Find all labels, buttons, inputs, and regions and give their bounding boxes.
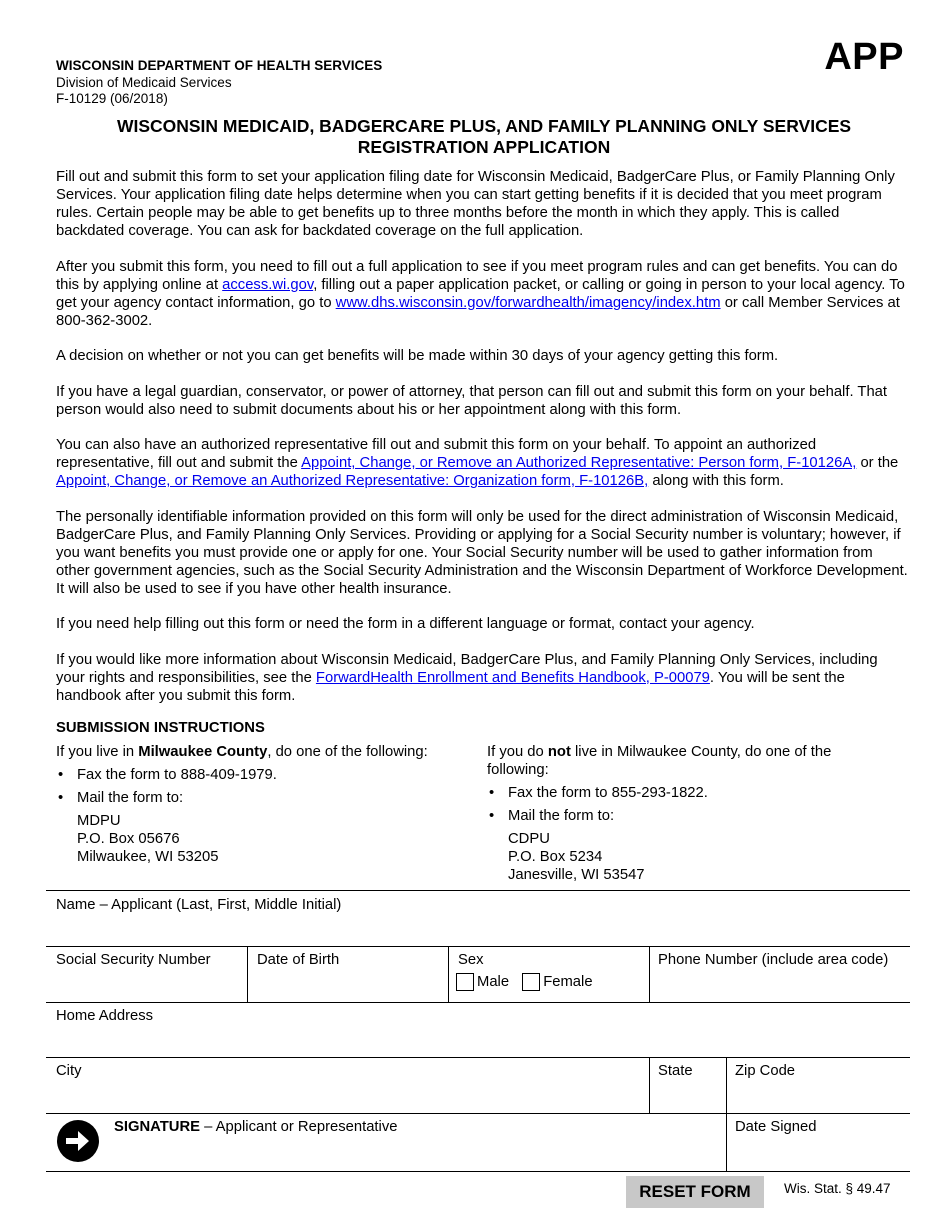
text-span: If you would like more information about Wisconsin Medicaid, BadgerCare Plus, and Family Planning Only Services, including your rights and responsibilities, see the	[56, 651, 878, 686]
dob-input[interactable]	[257, 976, 447, 1000]
zip-label: Zip Code	[735, 1063, 796, 1079]
text-span: After you submit this form, you need to fill out a full application to see if you meet program rules and can get benefits. You can do this by applying online at	[56, 258, 898, 293]
address-line: P.O. Box 05676	[77, 831, 180, 847]
text-span: , filling out a paper application packet, or calling or going in person to your local agency. To get your agency contact information, go to	[56, 276, 905, 311]
signature-rest: – Applicant or Representative	[200, 1119, 398, 1135]
state-input[interactable]	[658, 1087, 726, 1111]
cell-divider	[649, 946, 650, 1002]
non-milwaukee-fax: • Fax the form to 855-293-1822.	[487, 784, 887, 802]
ssn-input[interactable]	[56, 976, 246, 1000]
form-divider	[46, 1171, 910, 1172]
paragraph-authorized-rep	[56, 436, 908, 490]
submission-heading: SUBMISSION INSTRUCTIONS	[56, 720, 265, 736]
signature-label	[114, 1119, 397, 1135]
form-divider	[46, 1057, 910, 1058]
paragraph-filing-date: Fill out and submit this form to set your application filing date for Wisconsin Medicaid, BadgerCare Plus, or Family Planning Only Services. Your application filing date helps determine when you can start getting benefits if it is decided that you meet program rules. Certain people may be able to get benefits up to three months before the month in which they apply. This is called backdated coverage. You can ask for backdated coverage on the full application.	[56, 169, 895, 239]
form-divider	[46, 946, 910, 947]
city-label: City	[56, 1063, 82, 1079]
title-line-2: REGISTRATION APPLICATION	[357, 137, 611, 157]
form-divider	[46, 890, 910, 891]
non-milwaukee-intro	[487, 743, 887, 779]
phone-input[interactable]	[658, 976, 908, 1000]
milwaukee-mail: • Mail the form to:	[56, 789, 466, 807]
milwaukee-fax: • Fax the form to 888-409-1979.	[56, 766, 466, 784]
non-milwaukee-mail: • Mail the form to:	[487, 807, 887, 825]
instructions-body	[56, 168, 908, 722]
male-label: Male	[477, 973, 510, 990]
text-bold: not	[547, 744, 571, 760]
division-name: Division of Medicaid Services	[56, 75, 232, 90]
address-line: MDPU	[77, 813, 121, 829]
agency-info-link[interactable]: www.dhs.wisconsin.gov/forwardhealth/imagency/index.htm	[335, 294, 721, 311]
paragraph-handbook	[56, 651, 908, 705]
date-signed-input[interactable]	[735, 1143, 909, 1167]
milwaukee-address	[56, 812, 466, 866]
female-checkbox[interactable]	[522, 973, 540, 991]
state-label: State	[658, 1063, 693, 1079]
address-line: P.O. Box 5234	[508, 849, 603, 865]
cell-divider	[247, 946, 248, 1002]
ssn-label: Social Security Number	[56, 952, 211, 968]
non-milwaukee-instructions	[487, 743, 887, 884]
cell-divider	[448, 946, 449, 1002]
zip-input[interactable]	[735, 1087, 909, 1111]
female-label: Female	[543, 973, 593, 990]
milwaukee-instructions	[56, 743, 466, 866]
home-address-input[interactable]	[56, 1031, 908, 1055]
paragraph-full-application	[56, 258, 908, 330]
sex-options	[456, 973, 593, 991]
text-span: You can also have an authorized representative fill out and submit this form on your behalf. To appoint an authorized representative, fill out and submit the	[56, 437, 817, 471]
date-signed-label: Date Signed	[735, 1119, 817, 1135]
page-title	[56, 116, 912, 158]
sex-label: Sex	[458, 952, 484, 968]
signature-bold: SIGNATURE	[114, 1119, 201, 1135]
text-span: If you live in	[56, 744, 139, 760]
statute-citation: Wis. Stat. § 49.47	[784, 1181, 891, 1196]
text-bold: Milwaukee County	[138, 744, 268, 760]
app-code: APP	[824, 36, 904, 78]
name-label: Name – Applicant (Last, First, Middle Initial)	[56, 897, 342, 913]
paragraph-privacy: The personally identifiable information provided on this form will only be used for the direct administration of Wisconsin Medicaid, BadgerCare Plus, and Family Planning Only Services. Providing or applying for a Social Security number is voluntary; however, if you want benefits you must provide one or apply for one. Your Social Security number will be used to gather information from other government agencies, such as the Social Security Administration and the Wisconsin Department of Workforce Development. It will also be used to see if you have other health insurance.	[56, 508, 908, 597]
milwaukee-intro	[56, 743, 466, 761]
form-divider	[46, 1113, 910, 1114]
name-input[interactable]	[56, 920, 908, 944]
organization-form-link[interactable]: Appoint, Change, or Remove an Authorized Representative: Organization form, F-10126B,	[56, 473, 649, 489]
form-divider	[46, 1002, 910, 1003]
address-line: Milwaukee, WI 53205	[77, 849, 219, 865]
phone-label: Phone Number (include area code)	[658, 952, 889, 968]
text-span: or the	[856, 455, 899, 471]
paragraph-decision: A decision on whether or not you can get benefits will be made within 30 days of your agency getting this form.	[56, 348, 779, 364]
text-span: along with this form.	[648, 473, 784, 489]
form-number: F-10129 (06/2018)	[56, 91, 168, 106]
city-input[interactable]	[56, 1087, 646, 1111]
cell-divider	[649, 1057, 650, 1113]
reset-form-button[interactable]: RESET FORM	[626, 1176, 764, 1208]
male-checkbox[interactable]	[456, 973, 474, 991]
address-line: CDPU	[508, 831, 550, 847]
text-span: live in Milwaukee County, do one of the following:	[487, 744, 832, 778]
paragraph-guardian: If you have a legal guardian, conservator, or power of attorney, that person can fill out and submit this form on your behalf. That person would also need to submit documents about his or her appointment along with this form.	[56, 383, 888, 418]
text-span: or call Member Services at 800-362-3002.	[56, 294, 900, 329]
text-span: , do one of the following:	[267, 744, 428, 760]
title-line-1: WISCONSIN MEDICAID, BADGERCARE PLUS, AND FAMILY PLANNING ONLY SERVICES	[116, 116, 852, 136]
home-address-label: Home Address	[56, 1008, 154, 1024]
text-span: . You will be sent the handbook after you submit this form.	[56, 669, 845, 704]
cell-divider	[726, 1057, 727, 1171]
person-form-link[interactable]: Appoint, Change, or Remove an Authorized Representative: Person form, F-10126A,	[301, 455, 857, 471]
text-span: If you do	[487, 744, 548, 760]
dob-label: Date of Birth	[257, 952, 340, 968]
address-line: Janesville, WI 53547	[508, 867, 645, 883]
agency-name: WISCONSIN DEPARTMENT OF HEALTH SERVICES	[56, 58, 383, 73]
access-link[interactable]: access.wi.gov	[222, 276, 314, 293]
paragraph-help: If you need help filling out this form or need the form in a different language or format, contact your agency.	[56, 616, 755, 632]
handbook-link[interactable]: ForwardHealth Enrollment and Benefits Handbook, P-00079	[315, 669, 710, 686]
arrow-right-icon	[56, 1119, 100, 1163]
non-milwaukee-address	[487, 830, 887, 884]
